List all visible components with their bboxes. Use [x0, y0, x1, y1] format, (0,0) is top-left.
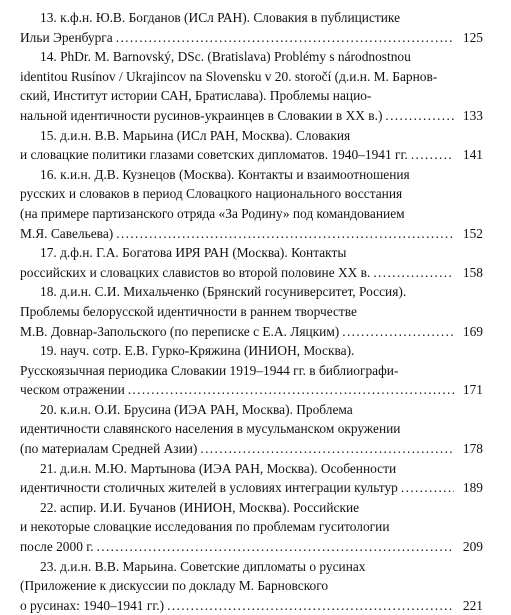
toc-entry-line: 15. д.и.н. В.В. Марьина (ИСл РАН, Москва). Словакия — [40, 127, 351, 143]
leader-dots — [411, 145, 454, 165]
page-number: 169 — [462, 323, 483, 339]
toc-entry-line: identitou Rusínov / Ukrajincov na Slovensku v 20. storočí (д.и.н. М. Барнов- — [20, 68, 438, 84]
toc-entry-last-line — [20, 322, 483, 342]
page-number: 133 — [462, 107, 483, 123]
toc-entry — [20, 282, 483, 341]
leader-dots — [116, 224, 454, 244]
toc-entry-last-line — [20, 145, 483, 165]
toc-entry — [20, 341, 483, 400]
leader-dots — [385, 106, 454, 126]
page-number: 209 — [462, 539, 483, 555]
toc-entry-line: Русскоязычная периодика Словакии 1919–1944 гг. в библиографи- — [20, 362, 399, 378]
toc-entry — [20, 498, 483, 557]
toc-entry-last-line — [20, 106, 483, 126]
leader-dots — [116, 28, 454, 48]
leader-dots — [200, 439, 454, 459]
toc-entry-last-line — [20, 439, 483, 459]
toc-entry-line: и словацкие политики глазами советских дипломатов. 1940–1941 гг. — [20, 147, 408, 163]
page-number: 152 — [462, 225, 483, 241]
toc-entry-line: 20. к.и.н. О.И. Брусина (ИЭА РАН, Москва). Проблема — [40, 401, 353, 417]
page-number: 178 — [462, 441, 483, 457]
toc-entry-last-line — [20, 263, 483, 283]
toc-entry-line: М.В. Довнар-Запольского (по переписке с Е.А. Ляцким) — [20, 323, 340, 339]
toc-entry-last-line — [20, 478, 483, 498]
toc-entry-last-line — [20, 28, 483, 48]
toc-entry-line: 18. д.и.н. С.И. Михальченко (Брянский госуниверситет, Россия). — [40, 284, 407, 300]
toc-entry — [20, 459, 483, 498]
toc-entry-line: русских и словаков в период Словацкого национального восстания — [20, 186, 403, 202]
toc-entry — [20, 8, 483, 47]
toc-entry-line: ский, Институт истории САН, Братислава). Проблемы нацио- — [20, 88, 372, 104]
toc-entry-line: ческом отражении — [20, 382, 125, 398]
leader-dots — [167, 596, 454, 615]
toc-entry-line: нальной идентичности русинов-украинцев в Словакии в XX в.) — [20, 107, 383, 123]
toc-entry — [20, 557, 483, 615]
toc-entry-line: 23. д.и.н. В.В. Марьина. Советские дипломаты о русинах — [40, 558, 366, 574]
page-number: 158 — [462, 264, 483, 280]
toc-entry — [20, 400, 483, 459]
toc-entry-line: 21. д.и.н. М.Ю. Мартынова (ИЭА РАН, Москва). Особенности — [40, 460, 397, 476]
page-number: 141 — [462, 147, 483, 163]
toc-entry — [20, 47, 483, 125]
toc-entry-line: Ильи Эренбурга — [20, 29, 113, 45]
toc-entry-line: 17. д.ф.н. Г.А. Богатова ИРЯ РАН (Москва). Контакты — [40, 245, 347, 261]
toc-entry-line: идентичности столичных жителей в условиях интеграции культур — [20, 480, 398, 496]
toc-entry-line: российских и словацких славистов во второй половине XX в. — [20, 264, 371, 280]
toc-entry-line: М.Я. Савельева) — [20, 225, 114, 241]
toc-entry-line: и некоторые словацкие исследования по проблемам гуситологии — [20, 519, 390, 535]
toc-entry — [20, 243, 483, 282]
toc-entry-line: 14. PhDr. M. Barnovský, DSc. (Bratislava) Problémy s národnostnou — [40, 49, 411, 65]
toc-entry-line: 19. науч. сотр. Е.В. Гурко-Кряжина (ИНИОН, Москва). — [40, 343, 355, 359]
toc-entry-line: (на примере партизанского отряда «За Родину» под командованием — [20, 205, 405, 221]
toc-entry-line: 16. к.и.н. Д.В. Кузнецов (Москва). Контакты и взаимоотношения — [40, 166, 410, 182]
toc-entry — [20, 165, 483, 243]
toc-entry-line: Проблемы белорусской идентичности в раннем творчестве — [20, 303, 357, 319]
page-number: 221 — [462, 597, 483, 613]
toc-entry-line: (по материалам Средней Азии) — [20, 441, 198, 457]
toc-entry-last-line — [20, 596, 483, 615]
page-number: 171 — [462, 382, 483, 398]
leader-dots — [373, 263, 454, 283]
toc-entry-line: о русинах: 1940–1941 гг.) — [20, 597, 165, 613]
toc-entry-line: идентичности славянского населения в мусульманском окружении — [20, 421, 401, 437]
toc-entry-line: 13. к.ф.н. Ю.В. Богданов (ИСл РАН). Словакия в публицистике — [40, 10, 401, 25]
leader-dots — [401, 478, 454, 498]
toc-entry-line: (Приложение к дискуссии по докладу М. Барновского — [20, 578, 329, 594]
leader-dots — [97, 537, 454, 557]
page-number: 125 — [462, 29, 483, 45]
toc-entry-line: 22. аспир. И.И. Бучанов (ИНИОН, Москва). Российские — [40, 499, 360, 515]
leader-dots — [128, 380, 454, 400]
toc-entry-last-line — [20, 380, 483, 400]
toc-entry-line: после 2000 г. — [20, 539, 94, 555]
leader-dots — [342, 322, 454, 342]
toc-entry-last-line — [20, 224, 483, 244]
page-number: 189 — [462, 480, 483, 496]
toc-entry — [20, 126, 483, 165]
toc-entry-last-line — [20, 537, 483, 557]
